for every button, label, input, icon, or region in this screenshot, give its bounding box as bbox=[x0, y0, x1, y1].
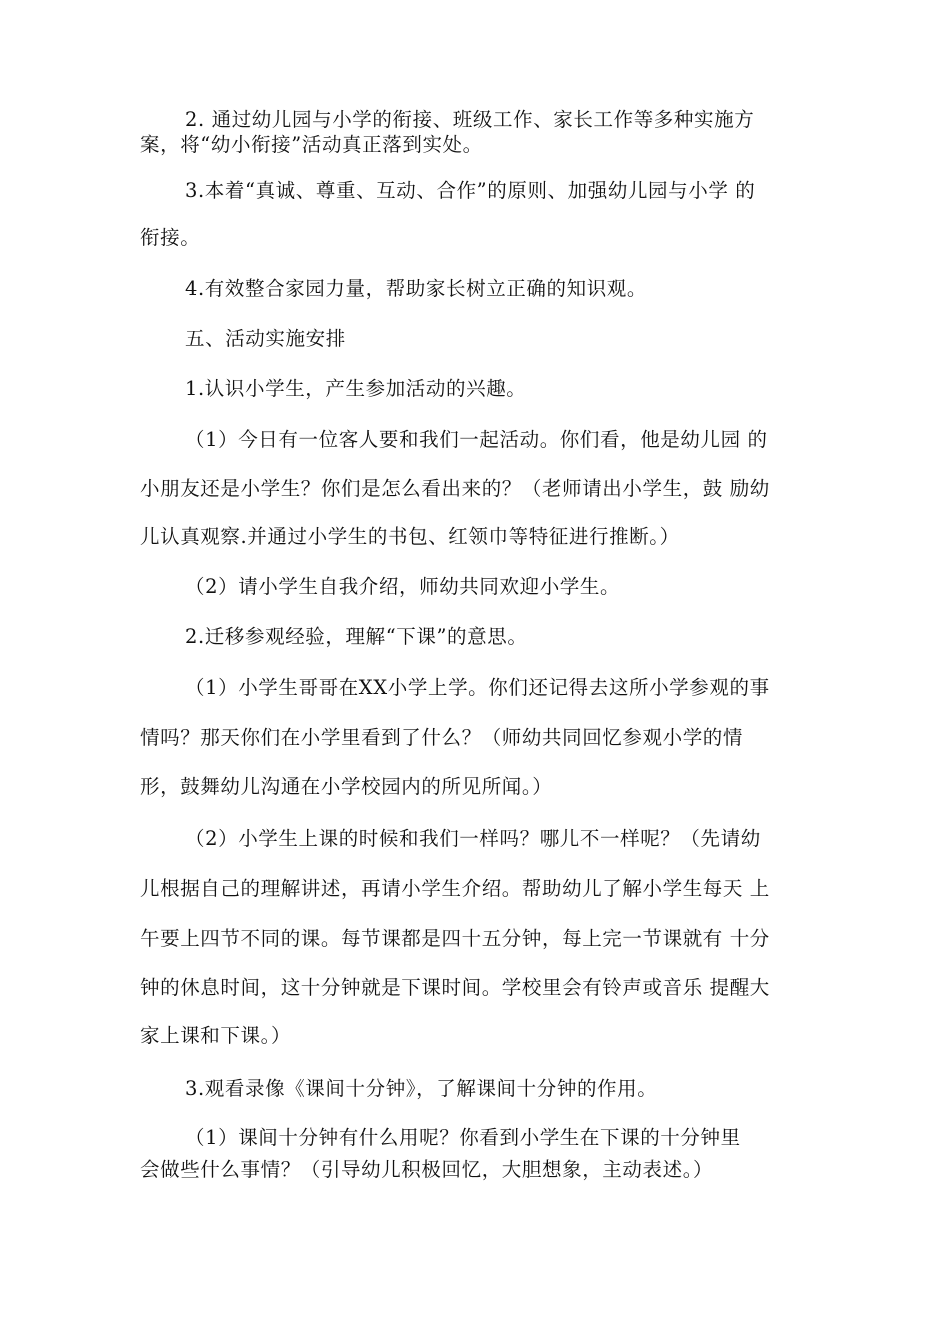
text-line: 1.认识小学生，产生参加活动的兴趣。 bbox=[185, 377, 527, 400]
text-line: 4.有效整合家园力量，帮助家长树立正确的知识观。 bbox=[185, 277, 648, 300]
text-line: 3.本着“真诚、尊重、互动、合作”的原则、加强幼儿园与小学 的 bbox=[185, 179, 756, 202]
text-line: （1）今日有一位客人要和我们一起活动。你们看，他是幼儿园 的 bbox=[185, 428, 768, 451]
text-line: （1）课间十分钟有什么用呢？你看到小学生在下课的十分钟里 bbox=[185, 1126, 741, 1149]
text-line: 2. 通过幼儿园与小学的衔接、班级工作、家长工作等多种实施方 bbox=[185, 108, 755, 131]
text-line: 家上课和下课。） bbox=[140, 1024, 292, 1047]
text-line: 2.迁移参观经验，理解“下课”的意思。 bbox=[185, 625, 528, 648]
text-line: （1）小学生哥哥在XX小学上学。你们还记得去这所小学参观的事 bbox=[185, 676, 770, 699]
text-line: 情吗？那天你们在小学里看到了什么？（师幼共同回忆参观小学的情 bbox=[140, 726, 744, 749]
text-line: 会做些什么事情？（引导幼儿积极回忆，大胆想象，主动表述。） bbox=[140, 1158, 714, 1181]
text-line: 儿根据自己的理解讲述，再请小学生介绍。帮助幼儿了解小学生每天 上 bbox=[140, 877, 770, 900]
text-line: 儿认真观察.并通过小学生的书包、红领巾等特征进行推断。） bbox=[140, 525, 680, 548]
text-line: 3.观看录像《课间十分钟》，了解课间十分钟的作用。 bbox=[185, 1077, 658, 1100]
text-line: 午要上四节不同的课。每节课都是四十五分钟，每上完一节课就有 十分 bbox=[140, 927, 770, 950]
text-line: 案，将“幼小衔接”活动真正落到实处。 bbox=[140, 133, 483, 156]
text-line: 钟的休息时间，这十分钟就是下课时间。学校里会有铃声或音乐 提醒大 bbox=[140, 976, 770, 999]
text-line: 衔接。 bbox=[140, 226, 201, 249]
section-heading: 五、活动实施安排 bbox=[185, 327, 346, 350]
text-line: （2）请小学生自我介绍，师幼共同欢迎小学生。 bbox=[185, 575, 621, 598]
text-line: （2）小学生上课的时候和我们一样吗？哪儿不一样呢？（先请幼 bbox=[185, 827, 761, 850]
text-line: 形，鼓舞幼儿沟通在小学校园内的所见所闻。） bbox=[140, 775, 553, 798]
text-line: 小朋友还是小学生？你们是怎么看出来的？（老师请出小学生，鼓 励幼 bbox=[140, 477, 770, 500]
